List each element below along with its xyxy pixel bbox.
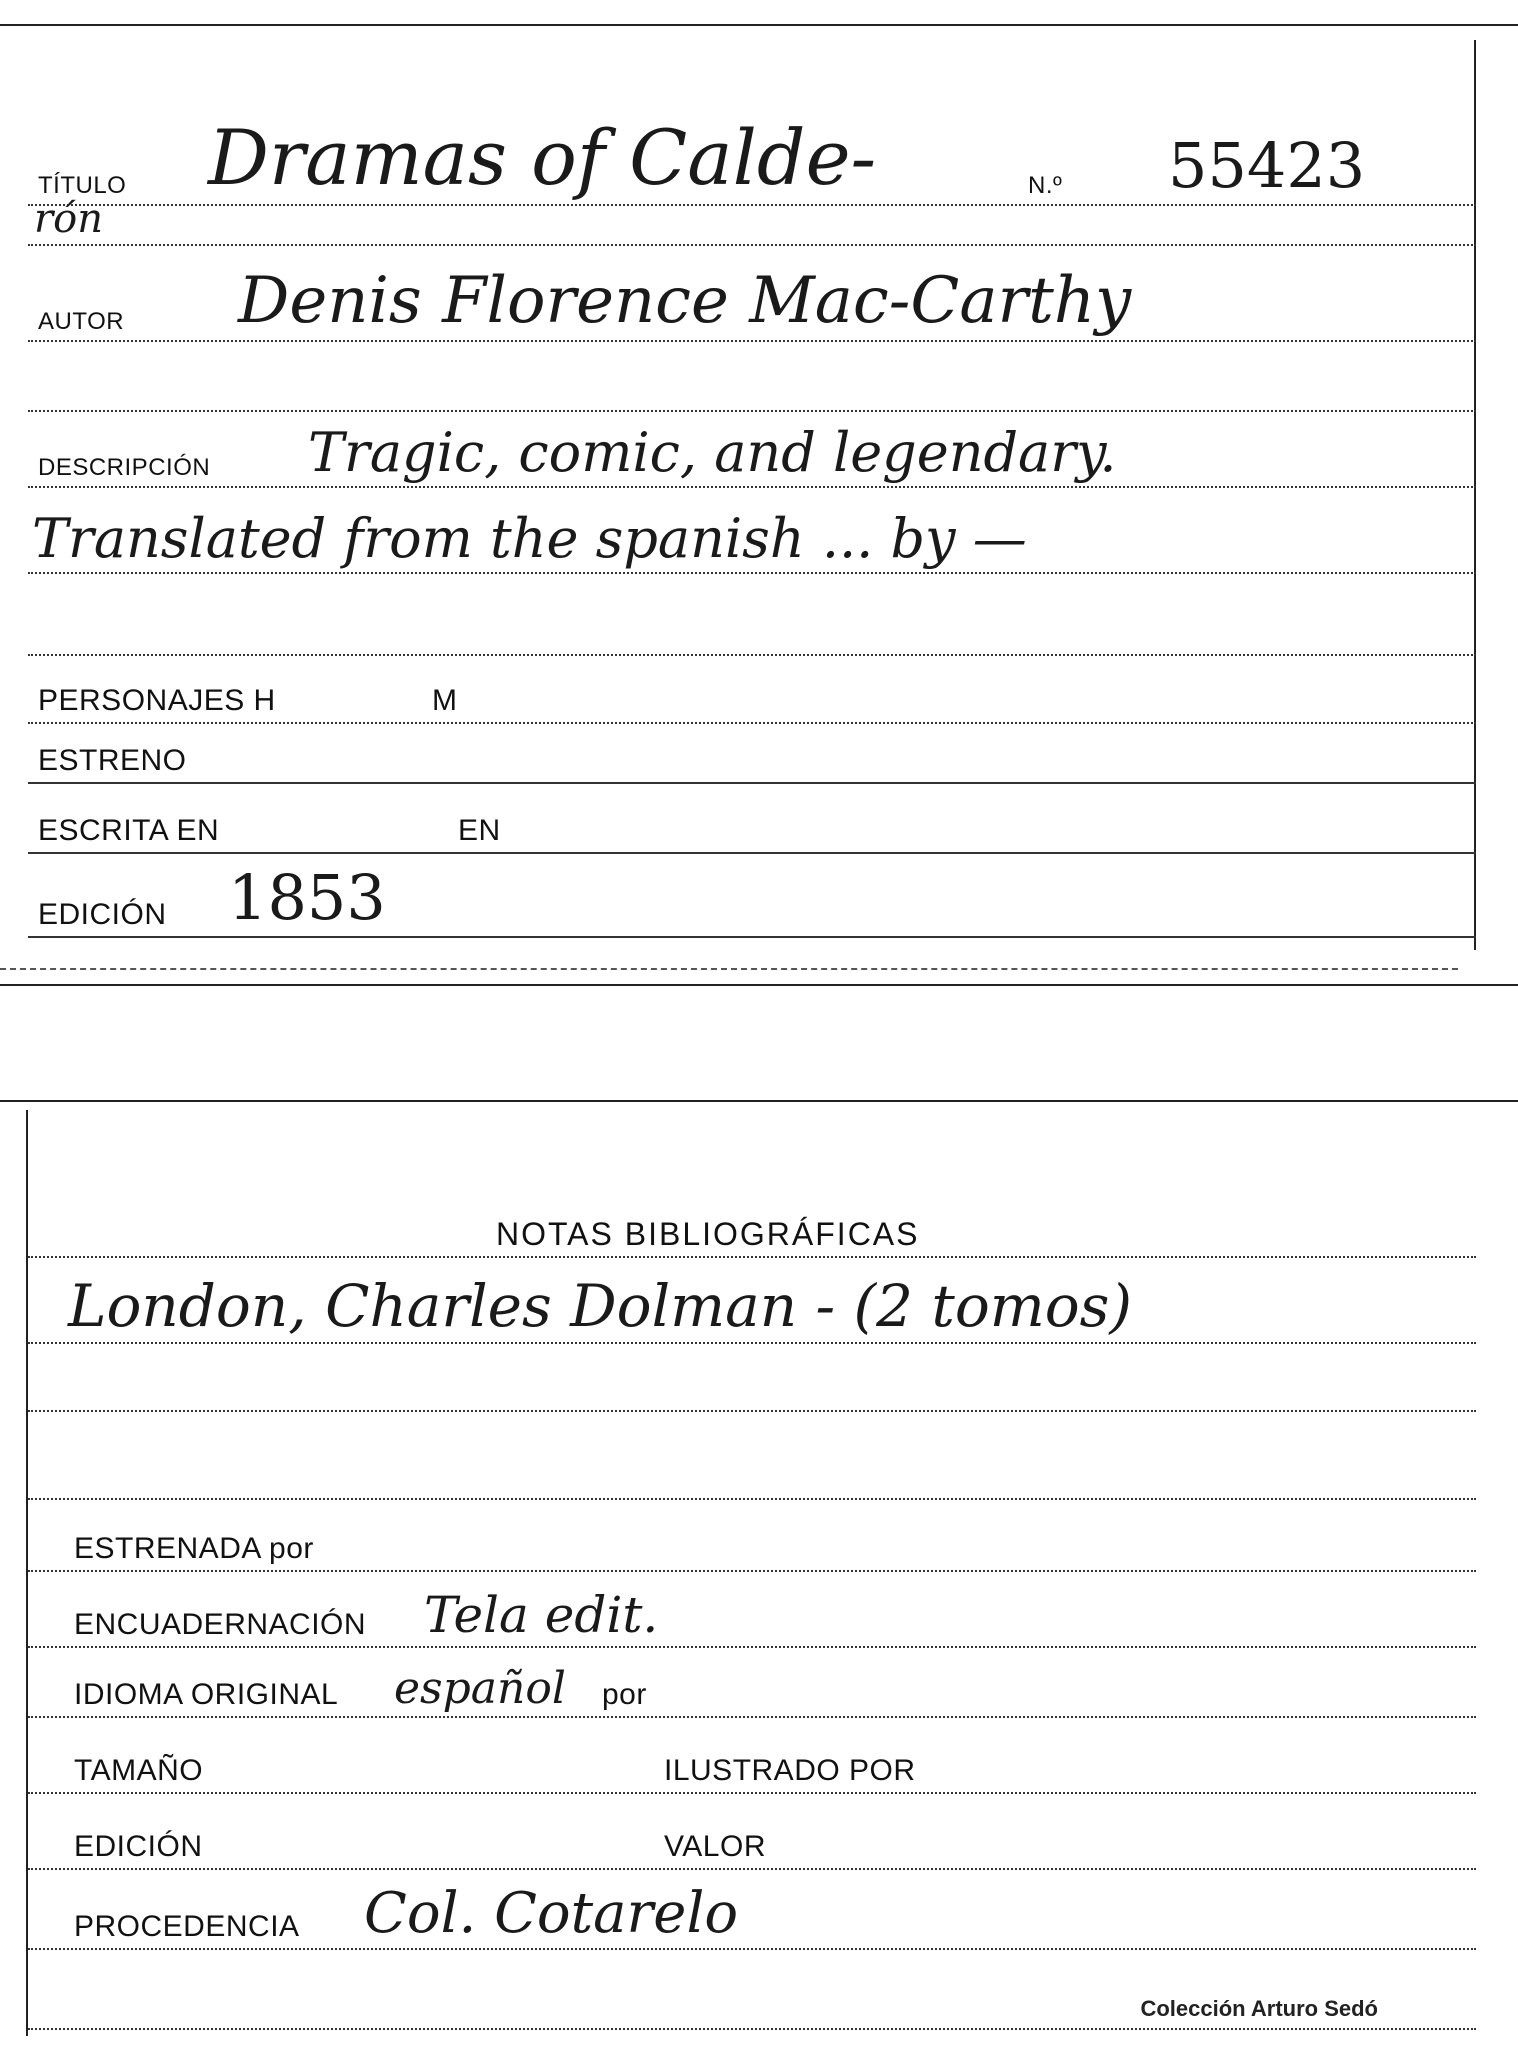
autor-label: AUTOR bbox=[38, 308, 125, 335]
descripcion-row-2 bbox=[28, 486, 1476, 574]
edicion-label: EDICIÓN bbox=[38, 898, 167, 931]
autor-value: Denis Florence Mac-Carthy bbox=[238, 264, 1132, 338]
edicion-row bbox=[28, 852, 1476, 938]
estrenada-row bbox=[28, 1498, 1476, 1572]
idioma-label: IDIOMA ORIGINAL bbox=[74, 1678, 339, 1711]
card-back-top-border bbox=[0, 1100, 1518, 1102]
valor-label: VALOR bbox=[664, 1830, 766, 1863]
notas-value-row bbox=[28, 1256, 1476, 1344]
encuadernacion-row bbox=[28, 1570, 1476, 1648]
collection-credit: Colección Arturo Sedó bbox=[1140, 1996, 1378, 2021]
escrita-en-label: EN bbox=[458, 814, 501, 847]
titulo-row bbox=[28, 110, 1476, 206]
personajes-m-label: M bbox=[432, 684, 458, 717]
titulo-cont-row bbox=[28, 196, 1476, 246]
blank-row-2 bbox=[28, 572, 1476, 656]
notas-value: London, Charles Dolman - (2 tomos) bbox=[68, 1272, 1133, 1340]
encuadernacion-value: Tela edit. bbox=[424, 1586, 659, 1644]
procedencia-label: PROCEDENCIA bbox=[74, 1910, 300, 1943]
notas-blank-row-2 bbox=[28, 1410, 1476, 1500]
edicion-value: 1853 bbox=[228, 861, 386, 934]
back-edicion-label: EDICIÓN bbox=[74, 1830, 203, 1863]
autor-row bbox=[28, 244, 1476, 342]
descripcion-label: DESCRIPCIÓN bbox=[38, 454, 211, 481]
catalog-card-front bbox=[0, 0, 1518, 990]
titulo-cont-value: rón bbox=[34, 196, 103, 242]
titulo-label: TÍTULO bbox=[38, 172, 127, 199]
procedencia-value: Col. Cotarelo bbox=[364, 1881, 739, 1946]
numero-label: N.º bbox=[1028, 172, 1063, 199]
catalog-card-back bbox=[0, 1050, 1518, 2056]
personajes-label: PERSONAJES H bbox=[38, 684, 276, 717]
escrita-label: ESCRITA EN bbox=[38, 814, 220, 847]
blank-row-1 bbox=[28, 340, 1476, 412]
encuadernacion-label: ENCUADERNACIÓN bbox=[74, 1608, 367, 1641]
descripcion-value-2: Translated from the spanish ... by — bbox=[32, 507, 1027, 570]
numero-value: 55423 bbox=[1168, 129, 1366, 202]
titulo-value: Dramas of Calde- bbox=[208, 113, 877, 202]
ilustrado-label: ILUSTRADO POR bbox=[664, 1754, 916, 1787]
personajes-row bbox=[28, 654, 1476, 724]
estrenada-label: ESTRENADA por bbox=[74, 1532, 314, 1565]
descripcion-value-1: Tragic, comic, and legendary. bbox=[308, 421, 1117, 484]
idioma-value: español bbox=[394, 1663, 566, 1714]
idioma-row bbox=[28, 1646, 1476, 1718]
card-bottom-border bbox=[0, 984, 1518, 986]
notas-heading: NOTAS BIBLIOGRÁFICAS bbox=[496, 1216, 920, 1252]
tamano-label: TAMAÑO bbox=[74, 1754, 204, 1787]
notas-blank-row-1 bbox=[28, 1342, 1476, 1412]
procedencia-row bbox=[28, 1868, 1476, 1950]
back-edicion-row bbox=[28, 1792, 1476, 1870]
estreno-label: ESTRENO bbox=[38, 744, 187, 777]
tamano-row bbox=[28, 1716, 1476, 1794]
card-top-border bbox=[0, 24, 1518, 26]
card-bottom-dashed-line bbox=[0, 968, 1458, 970]
idioma-por-label: por bbox=[602, 1678, 647, 1711]
escrita-row bbox=[28, 782, 1476, 854]
descripcion-row bbox=[28, 410, 1476, 488]
notas-heading-row bbox=[28, 1200, 1476, 1258]
estreno-row bbox=[28, 722, 1476, 784]
